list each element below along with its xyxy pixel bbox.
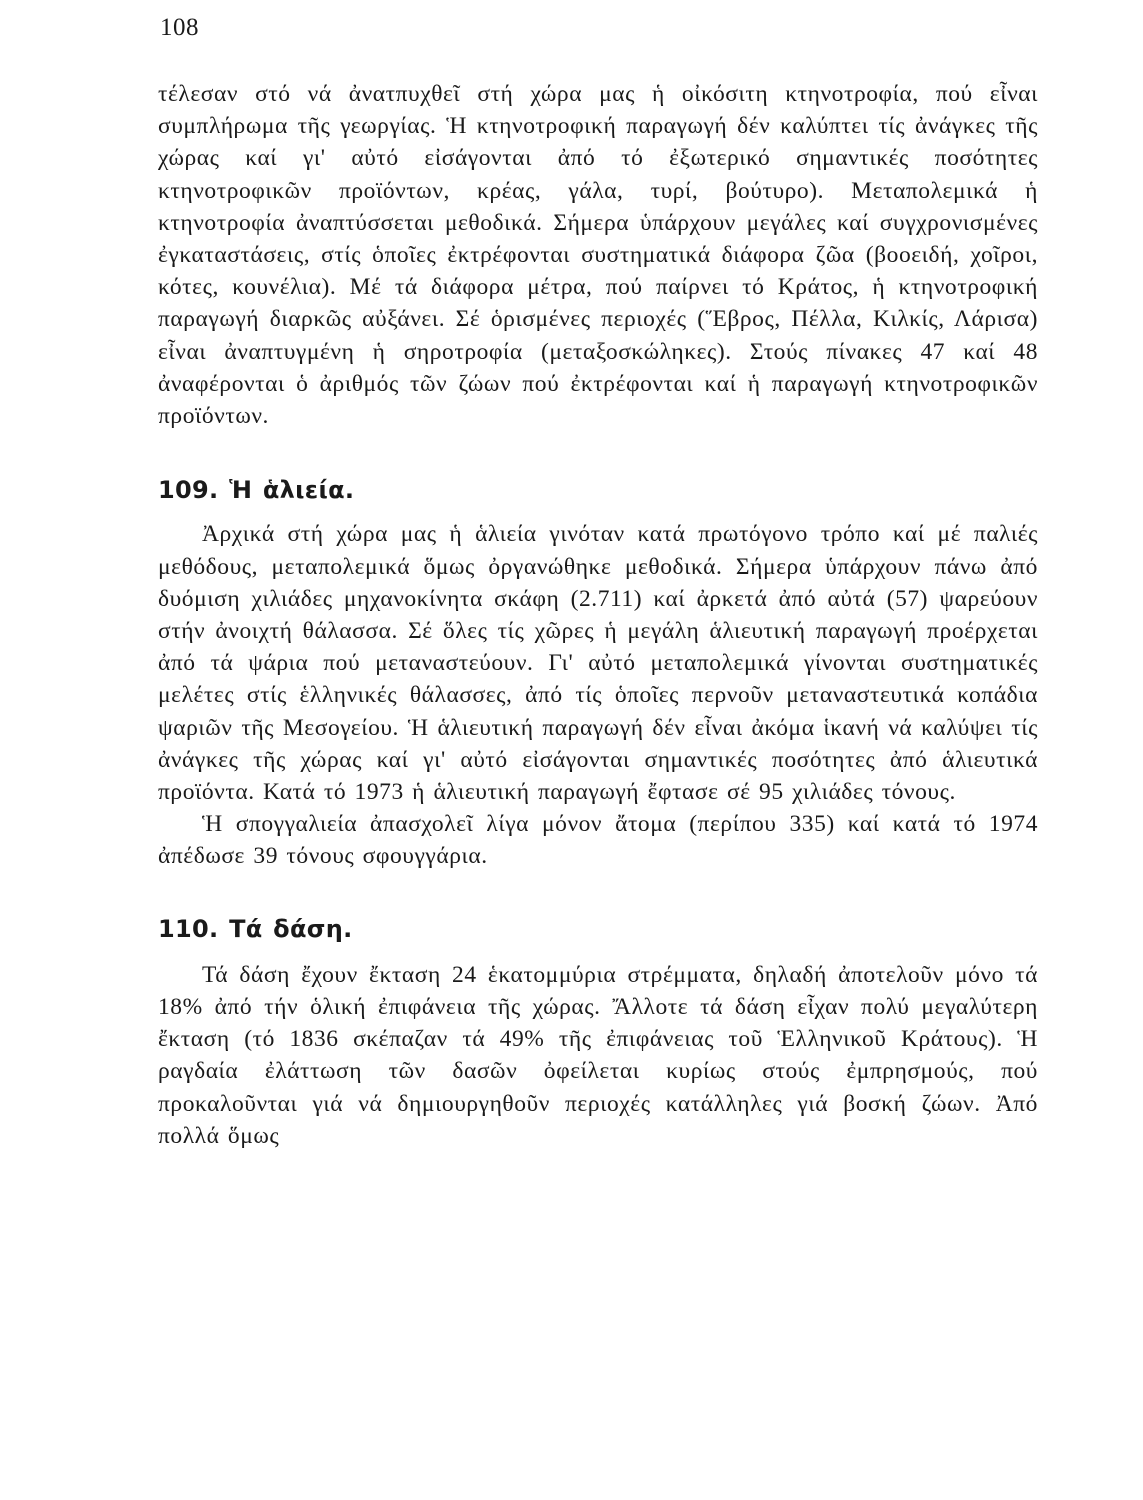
section-heading-109: 109. Ἡ ἁλιεία. [158,476,355,505]
page-number: 108 [160,14,199,41]
section-heading-110: 110. Τά δάση. [158,914,353,943]
section-109-paragraph-1: Ἀρχικά στή χώρα μας ἡ ἁλιεία γινόταν κατά πρωτόγονο τρόπο καί μέ παλιές μεθόδους, μεταπολεμικά ὅμως ὀργανώθηκε μεθοδικά. Σήμερα ὑπάρχουν πάνω ἀπό δυόμιση χιλιάδες μηχανοκίνητα σκάφη (2.711) καί ἀρκετά ἀπό αὐτά (57) ψαρεύουν στήν ἀνοιχτή θάλασσα. Σέ ὅλες τίς χῶρες ἡ μεγάλη ἁλιευτική παραγωγή προέρχεται ἀπό τά ψάρια πού μεταναστεύουν. Γι' αὐτό μεταπολεμικά γίνονται συστηματικές μελέτες στίς ἑλληνικές θάλασσες, ἀπό τίς ὁποῖες περνοῦν μεταναστευτικά κοπάδια ψαριῶν τῆς Μεσογείου. Ἡ ἁλιευτική παραγωγή δέν εἶναι ἀκόμα ἱκανή νά καλύψει τίς ἀνάγκες τῆς χώρας καί γι' αὐτό εἰσάγονται σημαντικές ποσότητες ἀπό ἁλιευτικά προϊόντα. Κατά τό 1973 ἡ ἁλιευτική παραγωγή ἔφτασε σέ 95 χιλιάδες τόνους. [158,521,1038,806]
intro-paragraph: τέλεσαν στό νά ἀνατπυχθεῖ στή χώρα μας ἡ οἰκόσιτη κτηνοτροφία, πού εἶναι συμπλήρωμα τῆς γεωργίας. Ἡ κτηνοτροφική παραγωγή δέν καλύπτει τίς ἀνάγκες τῆς χώρας καί γι' αὐτό εἰσάγονται ἀπό τό ἐξωτερικό σημαντικές ποσότητες κτηνοτροφικῶν προϊόντων, κρέας, γάλα, τυρί, βούτυρο). Μεταπολεμικά ἡ κτηνοτροφία ἀναπτύσσεται μεθοδικά. Σήμερα ὑπάρχουν μεγάλες καί συγχρονισμένες ἐγκαταστάσεις, στίς ὁποῖες ἐκτρέφονται συστηματικά διάφορα ζῶα (βοοειδή, χοῖροι, κότες, κουνέλια). Μέ τά διάφορα μέτρα, πού παίρνει τό Κράτος, ἡ κτηνοτροφική παραγωγή διαρκῶς αὐξάνει. Σέ ὁρισμένες περιοχές (Ἕβρος, Πέλλα, Κιλκίς, Λάρισα) εἶναι ἀναπτυγμένη ἡ σηροτροφία (μεταξοσκώληκες). Στούς πίνακες 47 καί 48 ἀναφέρονται ὁ ἀριθμός τῶν ζώων πού ἐκτρέφονται καί ἡ παραγωγή κτηνοτροφικῶν προϊόντων. [158,81,1038,430]
section-110-paragraph-1: Τά δάση ἔχουν ἔκταση 24 ἑκατομμύρια στρέμματα, δηλαδή ἀποτελοῦν μόνο τά 18% ἀπό τήν ὁλική ἐπιφάνεια τῆς χώρας. Ἄλλοτε τά δάση εἶχαν πολύ μεγαλύτερη ἔκταση (τό 1836 σκέπαζαν τά 49% τῆς ἐπιφάνειας τοῦ Ἑλληνικοῦ Κράτους). Ἡ ραγδαία ἐλάττωση τῶν δασῶν ὀφείλεται κυρίως στούς ἐμπρησμούς, πού προκαλοῦνται γιά νά δημιουργηθοῦν περιοχές κατάλληλες γιά βοσκή ζώων. Ἀπό πολλά ὅμως [158,961,1038,1149]
page-body [158,78,1038,1152]
section-109-paragraph-2: Ἡ σπογγαλιεία ἀπασχολεῖ λίγα μόνον ἄτομα (περίπου 335) καί κατά τό 1974 ἀπέδωσε 39 τόνους σφουγγάρια. [158,811,1038,870]
